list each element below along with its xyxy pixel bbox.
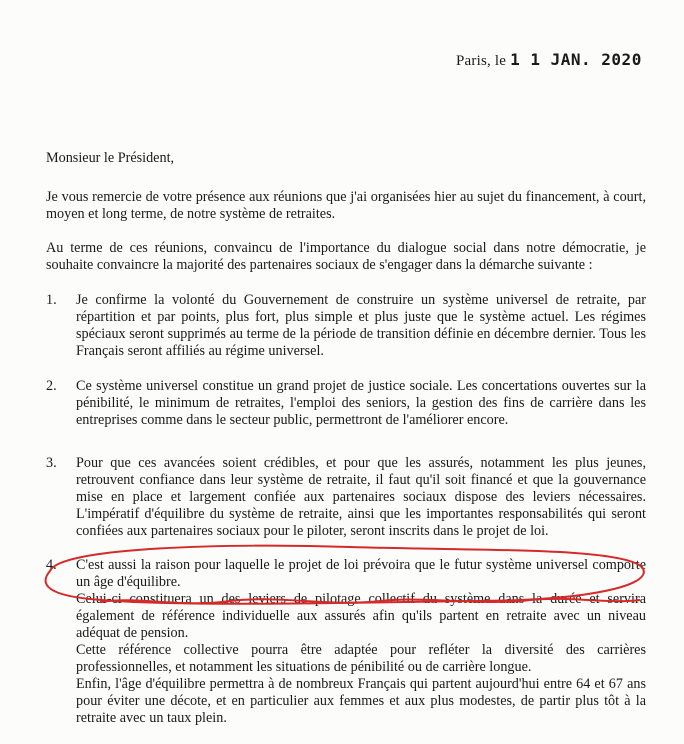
list-text-highlighted: C'est aussi la raison pour laquelle le projet de loi prévoira que le futur système universel comporte un âge d'équilibre. — [76, 557, 646, 590]
list-text-struck: Celui-ci constituera un des leviers de pilotage collectif du système dans la durée et servira également de référence individuelle aux assurés afin qu'ils partent en retraite avec un niveau adéquat de pension. — [76, 591, 646, 641]
list-text: Enfin, l'âge d'équilibre permettra à de nombreux Français qui partent aujourd'hui entre 64 et 67 ans pour éviter une décote, et en particulier aux femmes et aux plus modestes, de partir plus tôt à la retraite avec un taux plein. — [76, 676, 646, 726]
list-item-1 — [46, 292, 646, 360]
list-text: Ce système universel constitue un grand projet de justice sociale. Les concertations ouvertes sur la pénibilité, le minimum de retraites, l'emploi des seniors, la gestion des fins de carrière dans les entreprises comme dans le secteur public, permettront de l'améliorer encore. — [76, 378, 646, 428]
date-line — [456, 50, 642, 70]
list-number: 4. — [46, 557, 57, 573]
salutation: Monsieur le Président, — [46, 150, 175, 166]
list-item-3 — [46, 455, 646, 540]
list-text: Pour que ces avancées soient crédibles, et pour que les assurés, notamment les plus jeunes, retrouvent confiance dans leur système de retraite, il faut qu'il soit financé et que la gouvernance mise en place et largement confiée aux partenaires sociaux dispose des leviers nécessaires. L'impératif d'équilibre du système de retraite, ainsi que les importantes responsabilités qui seront confiées aux partenaires sociaux pour le piloter, seront inscrits dans le projet de loi. — [76, 455, 646, 539]
context-paragraph: Au terme de ces réunions, convaincu de l'importance du dialogue social dans notre démocratie, je souhaite convaincre la majorité des partenaires sociaux de s'engager dans la démarche suivante : — [46, 240, 646, 273]
list-item-2 — [46, 378, 646, 429]
date-stamp: 1 1 JAN. 2020 — [510, 50, 642, 69]
intro-paragraph: Je vous remercie de votre présence aux réunions que j'ai organisées hier au sujet du financement, à court, moyen et long terme, de notre système de retraites. — [46, 189, 646, 222]
list-text: Je confirme la volonté du Gouvernement de construire un système universel de retraite, par répartition et par points, plus fort, plus simple et plus juste que le système actuel. Les régimes spéciaux seront supprimés au terme de la période de transition définie en décembre dernier. Tous les Français seront affiliés au régime universel. — [76, 292, 646, 359]
date-place: Paris, le — [456, 53, 507, 69]
list-item-4 — [46, 557, 646, 727]
list-number: 1. — [46, 292, 57, 308]
list-number: 3. — [46, 455, 57, 471]
list-number: 2. — [46, 378, 57, 394]
list-text: Cette référence collective pourra être adaptée pour refléter la diversité des carrières professionnelles, et notamment les situations de pénibilité ou de carrière longue. — [76, 642, 646, 675]
